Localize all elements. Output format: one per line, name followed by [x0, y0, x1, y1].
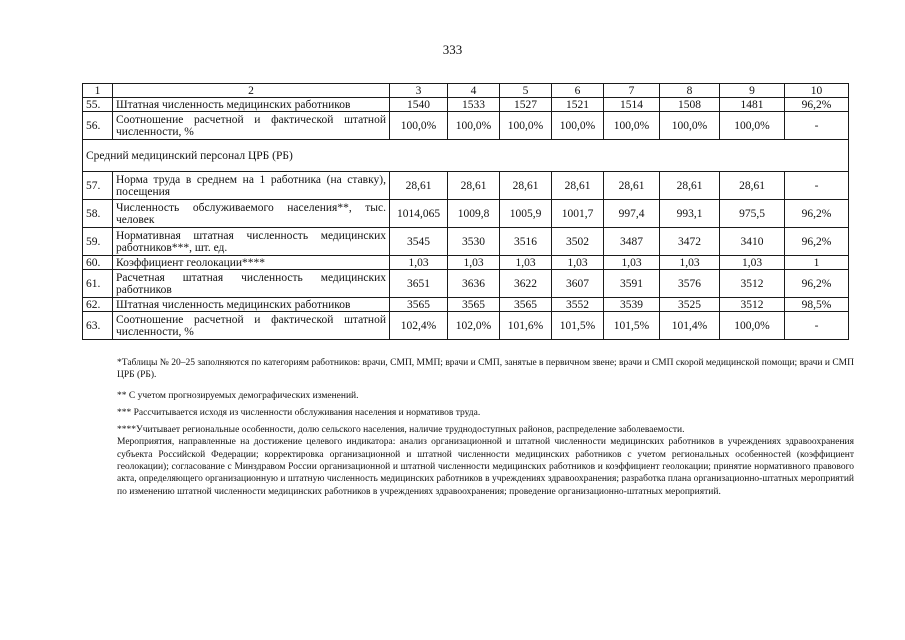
value-cell: 28,61 [604, 172, 660, 200]
value-cell: 3472 [660, 228, 720, 256]
table-row [83, 200, 849, 228]
table-row [83, 298, 849, 312]
value-cell: 1533 [448, 98, 500, 112]
value-cell: - [785, 312, 849, 340]
value-cell: 3512 [720, 270, 785, 298]
value-cell: 100,0% [448, 112, 500, 140]
row-number: 63. [83, 312, 113, 340]
indicator-name: Штатная численность медицинских работников [113, 98, 390, 112]
value-cell: 1 [785, 256, 849, 270]
page-number: 333 [442, 42, 463, 57]
indicator-name: Соотношение расчетной и фактической штатной численности, % [113, 312, 390, 340]
indicator-name: Коэффициент геолокации**** [113, 256, 390, 270]
indicator-name: Расчетная штатная численность медицинских работников [113, 270, 390, 298]
header-cell: 9 [720, 84, 785, 98]
value-cell: 100,0% [720, 312, 785, 340]
value-cell: 3591 [604, 270, 660, 298]
footnotes [117, 357, 854, 498]
value-cell: 100,0% [660, 112, 720, 140]
value-cell: 975,5 [720, 200, 785, 228]
value-cell: 100,0% [720, 112, 785, 140]
value-cell: 1,03 [448, 256, 500, 270]
indicator-name: Соотношение расчетной и фактической штатной численности, % [113, 112, 390, 140]
row-number: 55. [83, 98, 113, 112]
value-cell: 3545 [390, 228, 448, 256]
footnote-calculation: *** Рассчитывается исходя из численности обслуживания населения и нормативов труда. [117, 407, 481, 418]
footnote-tables: *Таблицы № 20–25 заполняются по категориям работников: врачи, СМП, ММП; врачи и СМП, занятые в первичном звене; врачи и СМП скорой медицинской помощи; врачи и СМП ЦРБ (РБ). [117, 358, 854, 381]
value-cell: 28,61 [660, 172, 720, 200]
header-cell: 4 [448, 84, 500, 98]
table-row [83, 98, 849, 112]
table-row [83, 270, 849, 298]
value-cell: 96,2% [785, 200, 849, 228]
table-body [83, 84, 849, 340]
row-number: 56. [83, 112, 113, 140]
indicator-name: Норма труда в среднем на 1 работника (на ставку), посещения [113, 172, 390, 200]
value-cell: 101,6% [500, 312, 552, 340]
value-cell: 3539 [604, 298, 660, 312]
table-row [83, 112, 849, 140]
value-cell: 3607 [552, 270, 604, 298]
row-number: 62. [83, 298, 113, 312]
measures-paragraph: Мероприятия, направленные на достижение целевого индикатора: анализ организационной и штатной численности медицинских работников в учреждениях здравоохранения субъекта Российской Федерации; корректировка организационной и штатной численности медицинских работников с учетом региональных особенностей (коэффициент геолокации); согласование с Минздравом России организационной и штатной численности медицинских работников и коэффициент геолокации; принятие нормативного правового акта, определяющего организационную и штатную численность медицинских работников в учреждениях здравоохранения; разработка плана организационно-штатных мероприятий по изменению штатной численности медицинских работников в учреждениях здравоохранения; проведение организационно-штатных мероприятий. [117, 437, 854, 497]
row-number: 60. [83, 256, 113, 270]
value-cell: 100,0% [552, 112, 604, 140]
value-cell: 98,5% [785, 298, 849, 312]
value-cell: 1,03 [552, 256, 604, 270]
value-cell: 28,61 [500, 172, 552, 200]
row-number: 59. [83, 228, 113, 256]
value-cell: 3651 [390, 270, 448, 298]
header-cell: 7 [604, 84, 660, 98]
section-row [83, 140, 849, 172]
value-cell: 96,2% [785, 228, 849, 256]
value-cell: 1527 [500, 98, 552, 112]
value-cell: 28,61 [552, 172, 604, 200]
value-cell: 96,2% [785, 270, 849, 298]
value-cell: 28,61 [448, 172, 500, 200]
value-cell: 102,4% [390, 312, 448, 340]
value-cell: 3565 [390, 298, 448, 312]
row-number: 58. [83, 200, 113, 228]
table-row [83, 228, 849, 256]
value-cell: 3636 [448, 270, 500, 298]
value-cell: 102,0% [448, 312, 500, 340]
header-cell: 8 [660, 84, 720, 98]
value-cell: - [785, 172, 849, 200]
value-cell: 1005,9 [500, 200, 552, 228]
header-cell: 10 [785, 84, 849, 98]
table-row [83, 172, 849, 200]
value-cell: 3565 [448, 298, 500, 312]
value-cell: - [785, 112, 849, 140]
header-cell: 2 [113, 84, 390, 98]
value-cell: 3512 [720, 298, 785, 312]
value-cell: 100,0% [604, 112, 660, 140]
value-cell: 1481 [720, 98, 785, 112]
value-cell: 3576 [660, 270, 720, 298]
value-cell: 1514 [604, 98, 660, 112]
header-row [83, 84, 849, 98]
value-cell: 3525 [660, 298, 720, 312]
value-cell: 101,5% [552, 312, 604, 340]
footnote-geolocation: ****Учитывает региональные особенности, долю сельского населения, наличие труднодоступных районов, распределение заболеваемости. [117, 425, 685, 436]
value-cell: 101,4% [660, 312, 720, 340]
value-cell: 1014,065 [390, 200, 448, 228]
value-cell: 3502 [552, 228, 604, 256]
value-cell: 28,61 [390, 172, 448, 200]
value-cell: 3565 [500, 298, 552, 312]
value-cell: 1,03 [500, 256, 552, 270]
footnote-demographics: ** С учетом прогнозируемых демографических изменений. [117, 390, 359, 401]
header-cell: 6 [552, 84, 604, 98]
value-cell: 96,2% [785, 98, 849, 112]
value-cell: 1540 [390, 98, 448, 112]
value-cell: 1009,8 [448, 200, 500, 228]
staffing-table [82, 83, 849, 340]
value-cell: 100,0% [390, 112, 448, 140]
value-cell: 993,1 [660, 200, 720, 228]
header-cell: 5 [500, 84, 552, 98]
value-cell: 28,61 [720, 172, 785, 200]
value-cell: 101,5% [604, 312, 660, 340]
value-cell: 1521 [552, 98, 604, 112]
value-cell: 3516 [500, 228, 552, 256]
value-cell: 3487 [604, 228, 660, 256]
value-cell: 3622 [500, 270, 552, 298]
value-cell: 997,4 [604, 200, 660, 228]
table-row [83, 312, 849, 340]
value-cell: 100,0% [500, 112, 552, 140]
value-cell: 1,03 [660, 256, 720, 270]
header-cell: 1 [83, 84, 113, 98]
indicator-name: Штатная численность медицинских работников [113, 298, 390, 312]
indicator-name: Нормативная штатная численность медицинских работников***, шт. ед. [113, 228, 390, 256]
value-cell: 3530 [448, 228, 500, 256]
value-cell: 3552 [552, 298, 604, 312]
value-cell: 1001,7 [552, 200, 604, 228]
value-cell: 3410 [720, 228, 785, 256]
value-cell: 1508 [660, 98, 720, 112]
section-title: Средний медицинский персонал ЦРБ (РБ) [83, 140, 849, 172]
value-cell: 1,03 [720, 256, 785, 270]
value-cell: 1,03 [390, 256, 448, 270]
header-cell: 3 [390, 84, 448, 98]
row-number: 57. [83, 172, 113, 200]
table-row [83, 256, 849, 270]
value-cell: 1,03 [604, 256, 660, 270]
row-number: 61. [83, 270, 113, 298]
indicator-name: Численность обслуживаемого населения**, тыс. человек [113, 200, 390, 228]
